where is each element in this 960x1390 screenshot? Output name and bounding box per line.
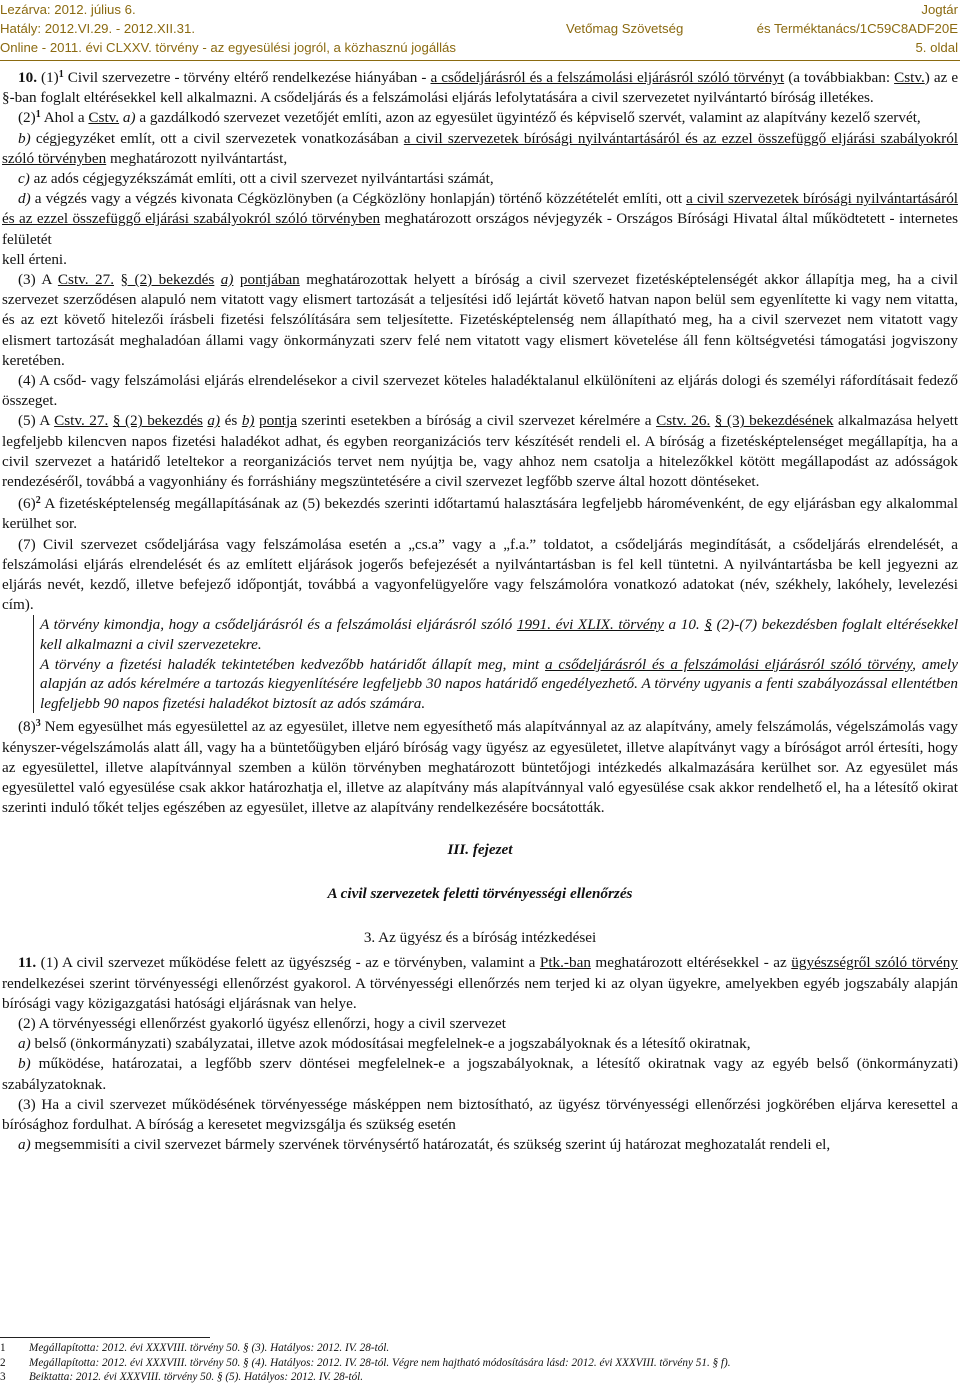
footnote-3: 3 Beiktatta: 2012. évi XXXVIII. törvény 50. § (5). Hatályos: 2012. IV. 28-tól. <box>0 1371 364 1383</box>
footnotes <box>0 1341 960 1385</box>
section-10-paragraph-8: $(8)^3$ Nem egyesülhet más egyesülettel az az egyesület, illetve nem egyesíthető más alapítvánnyal az az alapítvány, amely felszámolás, végelszámolás vagy kényszer-végelszámolás alatt áll, vagy ha a büntetőügyben eljáró bíróság vagy ügyész az egyesületet, illetve alapítványt vagy a bíróságot arról értesíti, hogy az egyesülettel, illetve alapítvánnyal szemben a külön törvényben meghatározott büntetőjogi intézkedés alkalmazására kerülhet sor. Az egyesület más egyesülettel való egyesülése csak akkor határozhatja el, illetve az alapítvány más alapítvánnyal való egyesülése csak akkor rendelhető el, ha a létesítő okirat szerinti induló tőkét teljes egészében az egyesület, illetve az alapítvány rendelkezésére bocsátották. <box>2 718 958 817</box>
header-license-id: és Terméktanács/1C59C8ADF20E <box>756 21 958 36</box>
link-cstv[interactable]: Cstv. <box>894 69 925 86</box>
link-civil-nyilvantartas[interactable]: a civil szervezetek bírósági nyilvántartásáról és az ezzel összefüggő eljárási szabályokról szóló törvényben <box>2 129 959 167</box>
chapter-heading: III. fejezet <box>447 841 513 859</box>
section-10-number: 10. <box>18 69 37 86</box>
section-11-number: 11. <box>18 954 37 972</box>
link-ptk[interactable]: Ptk.-ban <box>539 954 591 972</box>
section-10-paragraph-1: 10. $(1)^1$ Civil szervezetre - törvény eltérő rendelkezése hiányában - a csődeljárásról és a felszámolási eljárásról szóló törvényt (a továbbiakban: Cstv.) az e §-ban foglalt eltérésekkel kell alkalmazni. A csődeljárás és a felszámolási eljárás lefolytatására a civil szervezetet nyilvántartó bíróság illetékes. <box>2 69 959 107</box>
section-10-paragraph-5: (5) A Cstv. 27. § (2) bekezdés a) és b) pontja szerinti esetekben a bíróság a civil szervezet kérelmére a Cstv. 26. § (3) bekezdésének alkalmazása helyett legfeljebb kilencven napos fizetési haladékot adhat, és egyben reorganizációs terv készítését rendeli el. A bíróság a fizetésképtelenséget megállapítja, ha a civil szervezet a határidő leteltekor a reorganizációs tervet nem nyújtja be, vagy ahhoz nem csatolja a hitelezőkkel kötött megállapodást az adósságok rendezéséről, továbbá a vagyonhiány és forráshiány megszüntetésére a civil szervezet legfőbb szerve által hozott döntéseket. <box>2 412 959 491</box>
footnote-ref-2[interactable]: 2 <box>35 495 41 507</box>
section-11-point-b: b) működése, határozatai, a legfőbb szerv döntései megfelelnek-e a jogszabályoknak, a létesítő okiratnak vagy az egyéb belső (önkormányzati) szabályzatoknak. <box>2 1055 959 1093</box>
section-10-paragraph-2: $(2)^1$ Ahol a Cstv. a) a gazdálkodó szervezet vezetőjét említi, azon az egyesület ügyintéző és képviselő szervét, valamint az alapítvány kezelő szervét, <box>18 109 921 127</box>
footnote-ref-3[interactable]: 3 <box>35 718 41 730</box>
section-10-paragraph-6: $(6)^2$ A fizetésképtelenség megállapításának az (5) bekezdés szerinti időtartamú halasztására legfeljebb háromévenként, de egy eljárásban egy alkalommal kerülhet sor. <box>2 495 958 533</box>
chapter-title: A civil szervezetek feletti törvényességi ellenőrzés <box>327 885 633 903</box>
link-cstv-27[interactable]: Cstv. 27. <box>57 271 115 289</box>
header-closed-date: Lezárva: 2012. július 6. <box>0 2 136 17</box>
link-section-sign[interactable]: § <box>704 616 712 634</box>
page-header <box>0 0 960 60</box>
point-c: c) az adós cégjegyzékszámát említi, ott a civil szervezet nyilvántartási számát, <box>18 170 494 188</box>
footnote-divider <box>0 1337 210 1338</box>
link-cstv-27-b[interactable]: Cstv. 27. <box>54 412 109 430</box>
commentary-1: A törvény kimondja, hogy a csődeljárásról és a felszámolási eljárásról szóló 1991. évi XLIX. törvény a 10. § (2)-(7) bekezdésben foglalt eltérésekkel kell alkalmazni a civil szervezetekre. <box>33 615 960 654</box>
link-cstv-2[interactable]: Cstv. <box>88 109 120 127</box>
header-page-number: 5. oldal <box>915 40 958 55</box>
header-document-title: Online - 2011. évi CLXXV. törvény - az egyesülési jogról, a közhasznú jogállás <box>0 40 456 55</box>
section-11-paragraph-2: (2) A törvényességi ellenőrzést gyakorló ügyész ellenőrzi, hogy a civil szervezet <box>18 1015 506 1033</box>
section-10-paragraph-7: (7) Civil szervezet csődeljárása vagy felszámolása esetén a „cs.a” vagy a „f.a.” toldatot, a csődeljárás megindítását, a csődeljárás elrendelését, a felszámolási eljárás elrendelését és az említett eljárások jogerős befejezését a nyilvántartásban is fel kell tüntetni. A nyilvántartásba be kell jegyezni az eljárás nevét, kezdő, illetve befejező időpontját, továbbá a vagyonfelügyelőre vagy felszámolóra vonatkozó adatokat (név, székhely, lakóhely, levelezési cím). <box>2 535 958 614</box>
document-body <box>0 68 960 1156</box>
section-11-paragraph-1: 11. (1) A civil szervezet működése felett az ügyészség - az e törvényben, valamint a Ptk.-ban meghatározott eltérésekkel - az ügyészségről szóló törvény rendelkezései szerint törvényességi ellenőrzést gyakorol. A törvényességi ellenőrzés nem terjed ki az olyan ügyekre, amelyekben egyéb jogszabály alapján bírósági vagy közigazgatási hatósági eljárásnak van helye. <box>2 954 958 1012</box>
link-ugyeszsegi-torveny[interactable]: ügyészségről szóló törvény <box>791 954 958 972</box>
section-11-3-point-a: a) megsemmisíti a civil szervezet bármely szervének törvénysértő határozatát, és szükség szerint új határozat meghozatalát rendeli el, <box>18 1136 831 1154</box>
section-10-paragraph-3: (3) A Cstv. 27. § (2) bekezdés a) pontjában meghatározottak helyett a bíróság a civil szervezet fizetésképtelenségét akkor állapítja meg, ha a civil szervezet szerződésen alapuló nem vitatott vagy elismert tartozását a teljesítési idő lejártát követő hatvan napon belül sem egyenlítette ki vagy nem vitatta, és az ezt követő hitelezői írásbeli fizetési felszólítására sem teljesítette. Fizetésképtelenség nem állapítható meg, ha a civil szervezet nem vitatott vagy elismert tartozását meghaladóan állami vagy önkormányzati szerv felé nem vitatott vagy elismert követelése áll fenn költségvetési támogatási jogviszony keretében. <box>2 271 959 369</box>
header-divider <box>0 60 960 61</box>
link-point-a[interactable]: a) <box>220 271 234 289</box>
link-bekezdes-2-b[interactable]: § (2) bekezdés <box>112 412 203 430</box>
link-bekezdes-2[interactable]: § (2) bekezdés <box>120 271 215 289</box>
link-csodtorveny[interactable]: a csődeljárásról és a felszámolási eljárásról szóló törvényt <box>430 69 785 86</box>
footnote-1: 1 Megállapította: 2012. évi XXXVIII. törvény 50. § (3). Hatályos: 2012. IV. 28-tól. <box>0 1342 390 1354</box>
commentary-2: A törvény a fizetési haladék tekintetében kedvezőbb határidőt állapít meg, mint a csődeljárásról és a felszámolási eljárásról szóló törvény, amely alapján az adós kérelmére a tartozás kiegyenlítésére legfeljebb 30 napos határidő engedélyezhető. A törvény ugyanis a fenti szabályozással ellentétben legfeljebb 90 napos fizetési haladékot biztosít az adós számára. <box>33 655 960 714</box>
footnote-ref-1[interactable]: 1 <box>58 69 64 80</box>
footnote-ref-1b[interactable]: 1 <box>35 109 41 121</box>
header-organization: Vetőmag Szövetség <box>566 21 684 36</box>
section-11-paragraph-3: (3) Ha a civil szervezet működésének törvényessége másképpen nem biztosítható, az ügyész törvényességi ellenőrzési jogkörében eljárva keresettel a bírósághoz fordulhat. A bíróság a keresetet megvizsgálja és szükség esetén <box>2 1095 958 1134</box>
link-csodtorveny-2[interactable]: a csődeljárásról és a felszámolási eljárásról szóló törvény <box>545 655 913 673</box>
section-title: 3. Az ügyész és a bíróság intézkedései <box>363 929 597 947</box>
point-d: d) a végzés vagy a végzés kivonata Cégközlönyben (a Cégközlöny honlapján) történő közzétételét említi, ott a civil szervezetek bírósági nyilvántartásáról és az ezzel összefüggő eljárási szabályokról szóló törvényben meghatározott országos névjegyzék - Országos Bírósági Hivatal által működtetett - internetes felületét <box>2 190 959 248</box>
paragraph-2-end: kell érteni. <box>2 250 67 268</box>
header-validity: Hatály: 2012.VI.29. - 2012.XII.31. <box>0 21 196 36</box>
link-1991-xlix[interactable]: 1991. évi XLIX. törvény <box>516 616 664 634</box>
point-b: b) cégjegyzéket említ, ott a civil szervezetek vonatkozásában a civil szervezetek bírósági nyilvántartásáról és az ezzel összefüggő eljárási szabályokról szóló törvényben meghatározott nyilvántartást, <box>2 129 959 167</box>
section-11-point-a: a) belső (önkormányzati) szabályzatai, illetve azok módosításai megfelelnek-e a jogszabályoknak és a létesítő okiratnak, <box>18 1035 751 1053</box>
footnote-2: 2 Megállapította: 2012. évi XXXVIII. törvény 50. § (4). Hatályos: 2012. IV. 28-tól. Végre nem hajtható módosítására lásd: 2012. évi XXXVIII. törvény 51. § f). <box>0 1356 731 1369</box>
link-pontjaban[interactable]: pontjában <box>239 271 300 289</box>
link-point-b[interactable]: b) <box>241 412 255 430</box>
link-bekezdes-3[interactable]: § (3) bekezdésének <box>714 412 834 430</box>
link-civil-nyilvantartas-2[interactable]: a civil szervezetek bírósági nyilvántartásáról és az ezzel összefüggő eljárási szabályokról szóló törvényben <box>2 190 959 228</box>
section-10-paragraph-4: (4) A csőd- vagy felszámolási eljárás elrendelésekor a civil szervezet köteles haladéktalanul elkülöníteni az eljárás dologi és személyi ráfordításait fedező összeget. <box>2 372 958 410</box>
link-point-a-b[interactable]: a) <box>207 412 221 430</box>
link-pontja[interactable]: pontja <box>259 412 297 430</box>
header-brand: Jogtár <box>921 2 958 17</box>
link-cstv-26[interactable]: Cstv. 26. <box>656 412 711 430</box>
